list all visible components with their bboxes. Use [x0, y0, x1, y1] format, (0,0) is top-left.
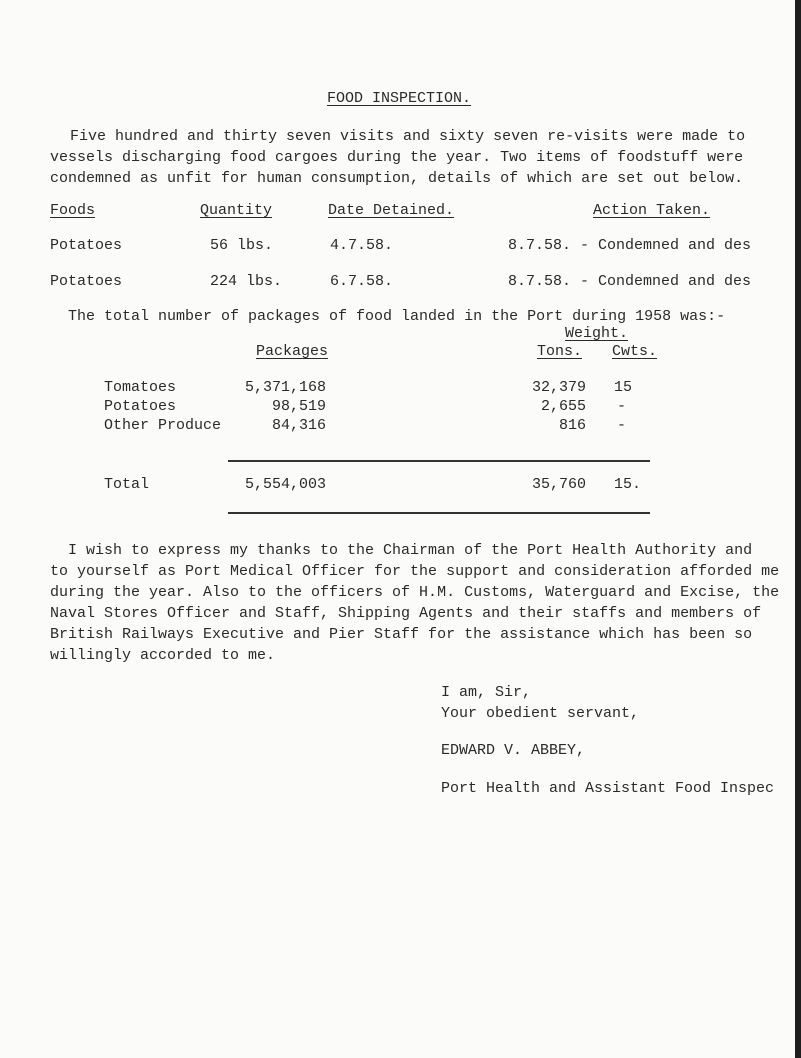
- intro-line: Five hundred and thirty seven visits and sixty seven re-visits were made to: [70, 128, 746, 145]
- header-date: Date Detained.: [328, 202, 455, 219]
- thanks-line: Naval Stores Officer and Staff, Shipping Agents and their staffs and members of: [50, 605, 762, 622]
- landed-total-cwts: 15.: [614, 476, 642, 493]
- landed-item: Tomatoes: [104, 379, 177, 396]
- signatory-name: EDWARD V. ABBEY,: [441, 742, 586, 759]
- landed-item: Other Produce: [104, 417, 222, 434]
- intro-line: condemned as unfit for human consumption, details of which are set out below.: [50, 170, 744, 187]
- landed-cwts: -: [617, 398, 627, 415]
- landed-cwts: -: [617, 417, 627, 434]
- detained-action: 8.7.58. - Condemned and des: [508, 237, 752, 254]
- header-packages: Packages: [256, 343, 329, 360]
- landed-item: Potatoes: [104, 398, 177, 415]
- page-edge: [795, 0, 801, 1058]
- detained-quantity: 56 lbs.: [210, 237, 274, 254]
- header-action: Action Taken.: [593, 202, 711, 219]
- total-rule-bottom: [228, 512, 650, 514]
- page-title: FOOD INSPECTION.: [327, 90, 472, 107]
- thanks-line: to yourself as Port Medical Officer for the support and consideration afforded me: [50, 563, 780, 580]
- signatory-position: Port Health and Assistant Food Inspec: [441, 780, 775, 797]
- landed-total-label: Total: [104, 476, 150, 493]
- header-foods: Foods: [50, 202, 96, 219]
- thanks-line: during the year. Also to the officers of H.M. Customs, Waterguard and Excise, the: [50, 584, 780, 601]
- landed-total-tons: 35,760: [531, 476, 586, 493]
- intro-line: vessels discharging food cargoes during the year. Two items of foodstuff were: [50, 149, 744, 166]
- valediction: Your obedient servant,: [441, 705, 640, 722]
- thanks-line: British Railways Executive and Pier Staff for the assistance which has been so: [50, 626, 753, 643]
- header-tons: Tons.: [537, 343, 583, 360]
- total-rule-top: [228, 460, 650, 462]
- detained-food: Potatoes: [50, 237, 123, 254]
- detained-action: 8.7.58. - Condemned and des: [508, 273, 752, 290]
- header-quantity: Quantity: [200, 202, 273, 219]
- landed-packages: 84,316: [271, 417, 326, 434]
- detained-date: 4.7.58.: [330, 237, 394, 254]
- landed-tons: 2,655: [540, 398, 586, 415]
- thanks-line: I wish to express my thanks to the Chairman of the Port Health Authority and: [68, 542, 753, 559]
- header-weight: Weight.: [565, 325, 629, 342]
- header-cwts: Cwts.: [612, 343, 658, 360]
- landed-tons: 816: [558, 417, 586, 434]
- landed-packages: 98,519: [271, 398, 326, 415]
- landed-tons: 32,379: [531, 379, 586, 396]
- thanks-line: willingly accorded to me.: [50, 647, 276, 664]
- detained-date: 6.7.58.: [330, 273, 394, 290]
- landed-cwts: 15: [614, 379, 633, 396]
- landed-total-packages: 5,554,003: [244, 476, 326, 493]
- packages-intro: The total number of packages of food landed in the Port during 1958 was:-: [68, 308, 726, 325]
- landed-packages: 5,371,168: [244, 379, 326, 396]
- salutation: I am, Sir,: [441, 684, 532, 701]
- detained-food: Potatoes: [50, 273, 123, 290]
- detained-quantity: 224 lbs.: [210, 273, 283, 290]
